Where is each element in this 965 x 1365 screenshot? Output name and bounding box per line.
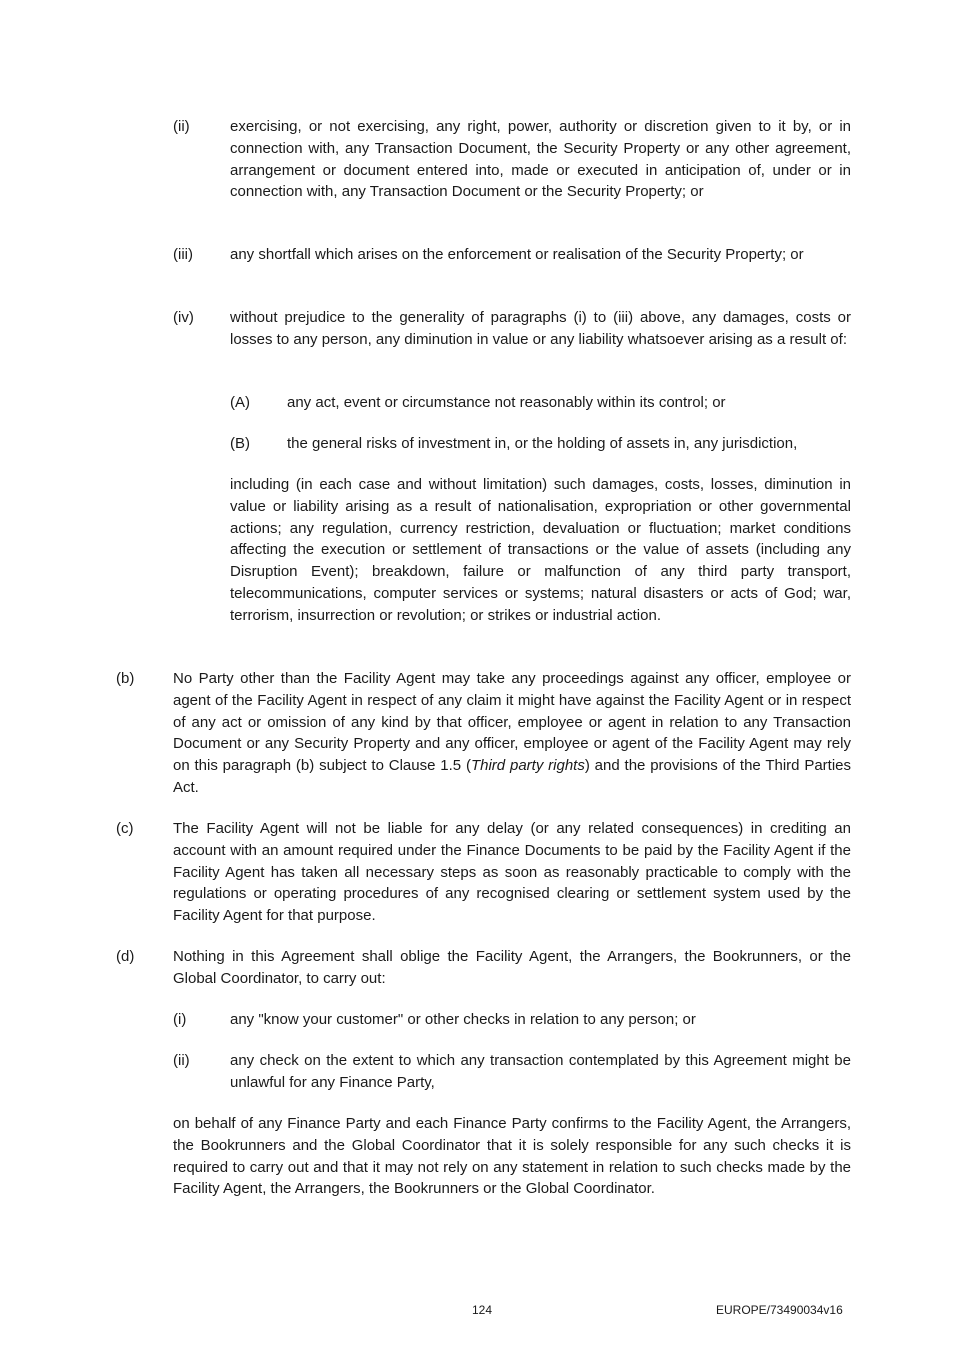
clause-b-text-after: ) and the provisions of the Third Parties Act. — [173, 757, 852, 796]
clause-A-label: (A) — [230, 394, 250, 411]
clause-iii-label: (iii) — [173, 246, 193, 263]
clause-d-ii-text: any check on the extent to which any transaction contemplated by this Agreement might be unlawful for any Finance Party, — [230, 1052, 851, 1091]
clause-ii-text: exercising, or not exercising, any right, power, authority or discretion given to it by, or in connection with, any Transaction Document, the Security Property or any other agreement, arrangement or document entered into, made or executed in anticipation of, under or in connection with, any Transaction Document or the Security Property; or — [230, 118, 851, 201]
clause-b-text-italic: Third party rights — [470, 757, 585, 775]
including-paragraph: including (in each case and without limitation) such damages, costs, losses, diminution in value or liability arising as a result of nationalisation, expropriation or other governmental actions; any regulation, currency restriction, devaluation or fluctuation; market conditions affecting the execution or settlement of transactions or the value of assets (including any Disruption Event); breakdown, failure or malfunction of any third party transport, telecommunications, computer services or systems; natural disasters or acts of God; war, terrorism, insurrection or revolution; or strikes or industrial action. — [230, 476, 851, 624]
clause-iii-text: any shortfall which arises on the enforcement or realisation of the Security Property; or — [230, 246, 804, 263]
page-number: 124 — [472, 1303, 493, 1317]
clause-d-text: Nothing in this Agreement shall oblige the Facility Agent, the Arrangers, the Bookrunners, or the Global Coordinator, to carry out: — [173, 948, 851, 987]
clause-d-ii-label: (ii) — [173, 1052, 190, 1069]
clause-d-label: (d) — [116, 948, 135, 965]
clause-d-i-label: (i) — [173, 1011, 187, 1028]
clause-b-text-before: No Party other than the Facility Agent may take any proceedings against any officer, employee or agent of the Facility Agent in respect of any claim it might have against the Facility Agent or in respect of any act or omission of any kind by that officer, employee or agent in relation to any Transaction Document or any Security Property and any officer, employee or agent of the Facility Agent may rely on this paragraph (b) subject to Clause 1.5 ( — [173, 670, 851, 775]
clause-d-i-text: any "know your customer" or other checks in relation to any person; or — [230, 1011, 696, 1028]
clause-ii-label: (ii) — [173, 118, 190, 135]
clause-iv-text: without prejudice to the generality of paragraphs (i) to (iii) above, any damages, costs or losses to any person, any diminution in value or any liability whatsoever arising as a result of: — [230, 309, 851, 348]
on-behalf-paragraph: on behalf of any Finance Party and each Finance Party confirms to the Facility Agent, the Arrangers, the Bookrunners and the Global Coordinator that it is solely responsible for any such checks it is required to carry out and that it may not rely on any statement in relation to such checks made by the Facility Agent, the Arrangers, the Bookrunners or the Global Coordinator. — [173, 1115, 851, 1198]
clause-c-label: (c) — [116, 820, 134, 837]
clause-iv-label: (iv) — [173, 309, 194, 326]
clause-A-text: any act, event or circumstance not reasonably within its control; or — [287, 394, 726, 411]
clause-B-text: the general risks of investment in, or the holding of assets in, any jurisdiction, — [287, 435, 798, 452]
clause-c-text: The Facility Agent will not be liable for any delay (or any related consequences) in crediting an account with an amount required under the Finance Documents to be paid by the Facility Agent if the Facility Agent has taken all necessary steps as soon as reasonably practicable to comply with the regulations or operating procedures of any recognised clearing or settlement system used by the Facility Agent for that purpose. — [173, 820, 851, 925]
clause-b-text — [173, 668, 851, 799]
clause-b-label: (b) — [116, 670, 135, 687]
document-reference: EUROPE/73490034v16 — [716, 1303, 843, 1317]
clause-B-label: (B) — [230, 435, 250, 452]
